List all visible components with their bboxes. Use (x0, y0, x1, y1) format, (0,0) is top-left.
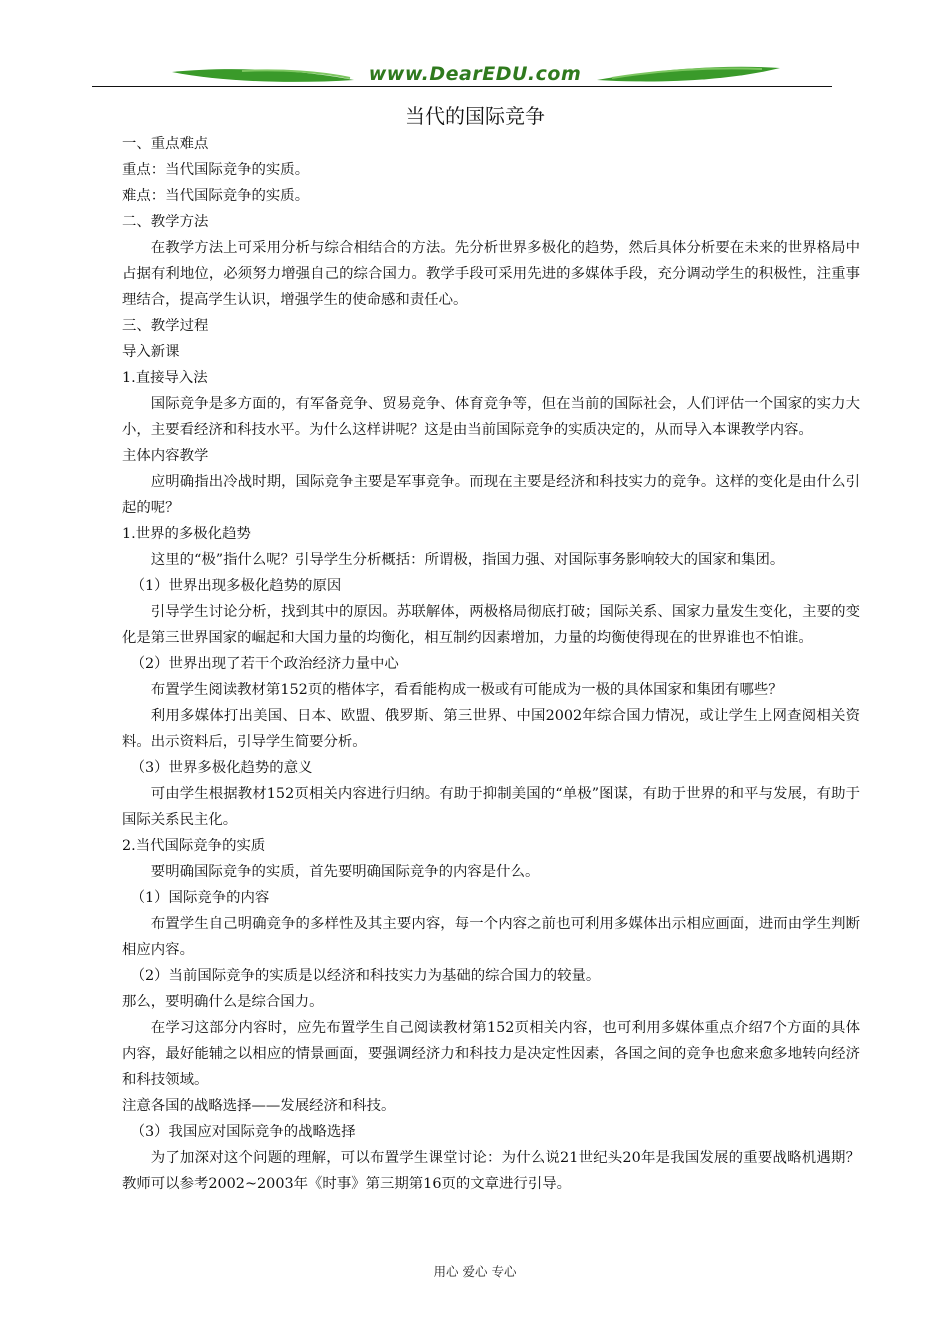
site-logo-text: www.DearEDU.com (368, 63, 582, 85)
paragraph: 应明确指出冷战时期，国际竞争主要是军事竞争。而现在主要是经济和科技实力的竞争。这样的变化是由什么引起的呢？ (122, 474, 860, 516)
paragraph: 要明确国际竞争的实质，首先要明确国际竞争的内容是什么。 (150, 864, 540, 880)
paragraph: 重点：当代国际竞争的实质。 (122, 162, 310, 178)
subheading: （2）当前国际竞争的实质是以经济和科技实力为基础的综合国力的较量。 (130, 968, 601, 984)
subheading: （3）我国应对国际竞争的战略选择 (130, 1124, 356, 1140)
paragraph: 在教学方法上可采用分析与综合相结合的方法。先分析世界多极化的趋势，然后具体分析要在未来的世界格局中占据有利地位，必须努力增强自己的综合国力。教学手段可采用先进的多媒体手段，充分调动学生的积极性，注重事理结合，提高学生认识，增强学生的使命感和责任心。 (122, 240, 860, 308)
section-heading: 二、教学方法 (122, 214, 209, 230)
paragraph: 为了加深对这个问题的理解，可以布置学生课堂讨论：为什么说21世纪头20年是我国发展的重要战略机遇期？教师可以参考2002~2003年《时事》第三期第16页的文章进行引导。 (122, 1150, 860, 1192)
section-heading: 一、重点难点 (122, 136, 209, 152)
paragraph: 可由学生根据教材152页相关内容进行归纳。有助于抑制美国的“单极”图谋，有助于世界的和平与发展，有助于国际关系民主化。 (122, 786, 860, 828)
header-divider (92, 86, 832, 87)
subheading: （2）世界出现了若干个政治经济力量中心 (130, 656, 399, 672)
paragraph: 引导学生讨论分析，找到其中的原因。苏联解体，两极格局彻底打破；国际关系、国家力量发生变化，主要的变化是第三世界国家的崛起和大国力量的均衡化，相互制约因素增加，力量的均衡使得现在的世界谁也不怕谁。 (122, 604, 860, 646)
paragraph: 布置学生阅读教材第152页的楷体字，看看能构成一极或有可能成为一极的具体国家和集团有哪些？ (150, 682, 783, 698)
subheading: 2.当代国际竞争的实质 (122, 838, 266, 854)
subheading: （1）世界出现多极化趋势的原因 (130, 578, 342, 594)
paragraph: 注意各国的战略选择——发展经济和科技。 (122, 1098, 396, 1114)
subheading: 1.直接导入法 (122, 370, 208, 386)
paragraph: 在学习这部分内容时，应先布置学生自己阅读教材第152页相关内容，也可利用多媒体重点介绍7个方面的具体内容，最好能辅之以相应的情景画面，要强调经济力和科技力是决定性因素，各国之间的竞争也愈来愈多地转向经济和科技领域。 (122, 1020, 860, 1088)
paragraph: 难点：当代国际竞争的实质。 (122, 188, 310, 204)
document-title: 当代的国际竞争 (405, 104, 545, 128)
subheading: 导入新课 (122, 344, 180, 360)
section-heading: 三、教学过程 (122, 318, 209, 334)
document-body (122, 131, 860, 1197)
subheading: （1）国际竞争的内容 (130, 890, 270, 906)
page-footer: 用心 爱心 专心 (433, 1264, 517, 1279)
subheading: 主体内容教学 (122, 448, 209, 464)
paragraph: 利用多媒体打出美国、日本、欧盟、俄罗斯、第三世界、中国2002年综合国力情况，或让学生上网查阅相关资料。出示资料后，引导学生简要分析。 (122, 708, 860, 750)
paragraph: 那么，要明确什么是综合国力。 (122, 994, 324, 1010)
paragraph: 布置学生自己明确竞争的多样性及其主要内容，每一个内容之前也可利用多媒体出示相应画面，进而由学生判断相应内容。 (122, 916, 860, 958)
subheading: 1.世界的多极化趋势 (122, 526, 251, 542)
paragraph: 国际竞争是多方面的，有军备竞争、贸易竞争、体育竞争等，但在当前的国际社会，人们评估一个国家的实力大小，主要看经济和科技水平。为什么这样讲呢？这是由当前国际竞争的实质决定的，从而导入本课教学内容。 (122, 396, 860, 438)
paragraph: 这里的“极”指什么呢？引导学生分析概括：所谓极，指国力强、对国际事务影响较大的国家和集团。 (150, 552, 785, 568)
subheading: （3）世界多极化趋势的意义 (130, 760, 313, 776)
